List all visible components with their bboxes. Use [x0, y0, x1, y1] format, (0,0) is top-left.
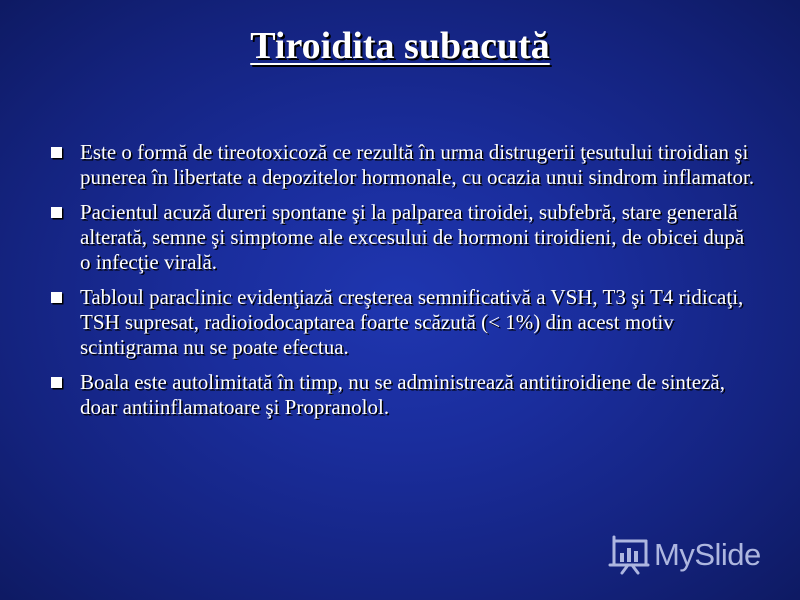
watermark-logo [606, 533, 761, 577]
bullet-item [48, 200, 758, 275]
watermark-text: MySlide [654, 537, 761, 572]
bullet-item [48, 140, 758, 190]
square-bullet-icon [51, 207, 62, 218]
bullet-text: Pacientul acuză dureri spontane şi la palparea tiroidei, subfebră, stare generală alterată, semne şi simptome ale excesului de hormoni tiroidieni, de obicei după o infecţie virală. [80, 200, 745, 274]
bullet-text: Tabloul paraclinic evidenţiază creşterea semnificativă a VSH, T3 şi T4 ridicaţi, TSH supresat, radioiodocaptarea foarte scăzută (< 1%) din acest motiv scintigrama nu se poate efectua. [80, 285, 744, 359]
slide-title: Tiroidita subacută [250, 25, 550, 67]
square-bullet-icon [51, 147, 62, 158]
bullet-list [48, 140, 758, 430]
presentation-board-icon [606, 535, 650, 575]
square-bullet-icon [51, 292, 62, 303]
bullet-item [48, 370, 758, 420]
bullet-text: Boala este autolimitată în timp, nu se administrează antitiroidiene de sinteză, doar antiinflamatoare şi Propranolol. [80, 370, 725, 419]
square-bullet-icon [51, 377, 62, 388]
bullet-text: Este o formă de tireotoxicoză ce rezultă în urma distrugerii ţesutului tiroidian şi punerea în libertate a depozitelor hormonale, cu ocazia unui sindrom inflamator. [80, 140, 755, 189]
bullet-item [48, 285, 758, 360]
